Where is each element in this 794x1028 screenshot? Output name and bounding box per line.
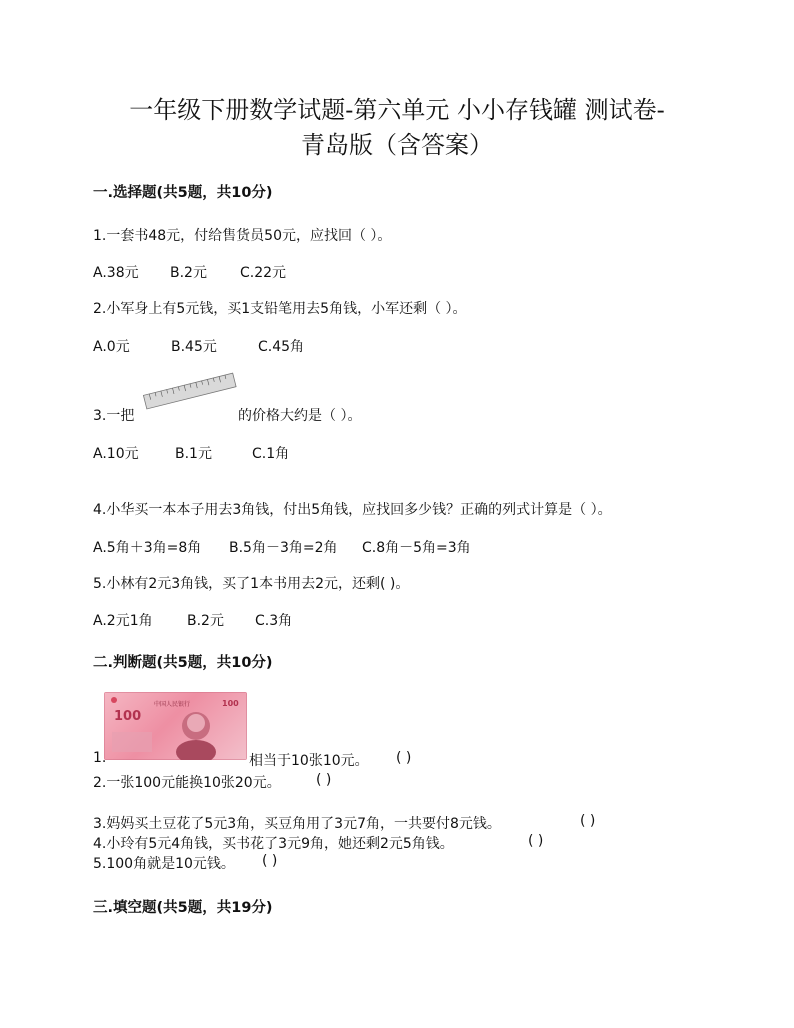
section1-heading: 一.选择题(共5题，共10分): [93, 185, 273, 201]
note-value-left: 100: [114, 709, 142, 724]
s1-q4-opt-b: B.5角－3角=2角: [229, 540, 338, 556]
s2-q2-text: 2.一张100元能换10张20元。: [93, 775, 281, 791]
s1-q3-opt-a: A.10元: [93, 446, 139, 462]
s1-q1-opt-b: B.2元: [170, 265, 207, 281]
s1-q5-text: 5.小林有2元3角钱，买了1本书用去2元，还剩( )。: [93, 576, 410, 592]
s1-q2-opt-b: B.45元: [171, 339, 217, 355]
s1-q4-text: 4.小华买一本本子用去3角钱，付出5角钱，应找回多少钱？正确的列式计算是（ ）。: [93, 502, 612, 518]
banknote-100-icon: [104, 692, 247, 760]
s2-q5-paren: ( ): [262, 853, 278, 869]
doc-title-line1: 一年级下册数学试题-第六单元 小小存钱罐 测试卷-: [129, 96, 665, 124]
s2-q5-text: 5.100角就是10元钱。: [93, 856, 235, 872]
s1-q5-opt-b: B.2元: [187, 613, 224, 629]
s2-q1-paren: ( ): [396, 750, 412, 766]
s1-q1-opt-c: C.22元: [240, 265, 287, 281]
s1-q5-opt-a: A.2元1角: [93, 613, 153, 629]
s1-q3-suffix: 的价格大约是（ ）。: [238, 408, 362, 424]
s1-q4-opt-c: C.8角－5角=3角: [362, 540, 471, 556]
s1-q1-text: 1.一套书48元，付给售货员50元，应找回（ ）。: [93, 228, 392, 244]
s1-q3-prefix: 3.一把: [93, 408, 135, 424]
s1-q3-opt-c: C.1角: [252, 446, 290, 462]
doc-title-line2: 青岛版（含答案）: [301, 131, 493, 159]
note-value-top: 100: [222, 699, 239, 708]
section3-heading: 三.填空题(共5题，共19分): [93, 900, 273, 916]
s2-q4-paren: ( ): [528, 833, 544, 849]
ruler-icon: [140, 372, 240, 412]
s2-q1-suffix: 相当于10张10元。: [249, 753, 369, 769]
s1-q2-opt-c: C.45角: [258, 339, 305, 355]
s2-q3-paren: ( ): [580, 813, 596, 829]
s1-q2-opt-a: A.0元: [93, 339, 130, 355]
s2-q2-paren: ( ): [316, 772, 332, 788]
s2-q1-prefix: 1.: [93, 750, 107, 766]
s1-q2-text: 2.小军身上有5元钱，买1支铅笔用去5角钱，小军还剩（ ）。: [93, 301, 467, 317]
s1-q1-opt-a: A.38元: [93, 265, 139, 281]
s1-q4-opt-a: A.5角＋3角=8角: [93, 540, 202, 556]
s2-q4-text: 4.小玲有5元4角钱，买书花了3元9角，她还剩2元5角钱。: [93, 836, 454, 852]
s1-q5-opt-c: C.3角: [255, 613, 293, 629]
s2-q3-text: 3.妈妈买土豆花了5元3角，买豆角用了3元7角，一共要付8元钱。: [93, 816, 501, 832]
note-bank-text: 中国人民银行: [154, 701, 191, 708]
section2-heading: 二.判断题(共5题，共10分): [93, 655, 273, 671]
s1-q3-opt-b: B.1元: [175, 446, 212, 462]
